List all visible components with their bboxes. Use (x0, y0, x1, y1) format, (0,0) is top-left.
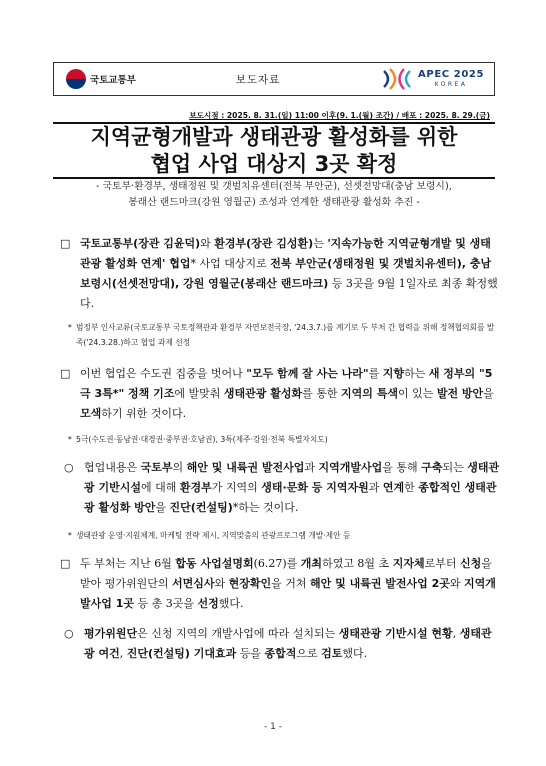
square-bullet-icon: □ (60, 367, 71, 380)
apec-subtitle: KOREA (434, 81, 468, 88)
molit-logo (66, 69, 166, 89)
paragraph-2: □ 이번 협업은 수도권 집중을 벗어나 "모두 함께 잘 사는 나라"를 지향하는 새 정부의 "5극 3특*" 정책 기조에 발맞춰 생태관광 활성화를 통한 지역의 특색이 있는 발전 방안을 모색하기 위한 것이다. (60, 364, 500, 424)
subtitle-line-1: - 국토부·환경부, 생태정원 및 갯벌치유센터(전북 부안군), 선셋전망대(충남 보령시), (96, 181, 452, 192)
ministry-name: 국토교통부 (90, 75, 136, 86)
paragraph-3: ○ 협업내용은 국토부의 해안 및 내륙권 발전사업과 지역개발사업을 통해 구축되는 생태관광 기반시설에 대해 환경부가 지역의 생태·문화 등 지역자원과 연계한 종합적인 생태관광 활성화 방안을 진단(컨설팅)*하는 것이다. (64, 458, 500, 518)
paragraph-4: □ 두 부처는 지난 6월 합동 사업설명회(6.27)를 개최하였고 8월 초 지자체로부터 신청을 받아 평가위원단의 서면심사와 현장확인을 거쳐 해안 및 내륙권 발전사업 2곳와 지역개발사업 1곳 등 총 3곳을 선정했다. (60, 554, 500, 614)
circle-bullet-icon: ○ (64, 461, 74, 474)
molit-emblem-icon (66, 69, 86, 89)
square-bullet-icon: □ (60, 237, 71, 250)
square-bullet-icon: □ (60, 557, 71, 570)
release-info: 보도시점 : 2025. 8. 31.(일) 11:00 이후(9. 1.(월) 조간) / 배포 : 2025. 8. 29.(금) (189, 111, 490, 120)
subtitle-line-2: 봉래산 랜드마크(강원 영월군) 조성과 연계한 생태관광 활성화 추진 - (128, 197, 420, 208)
title-line-1: 지역균형개발과 생태관광 활성화를 위한 (90, 125, 458, 149)
apec-logo (380, 67, 484, 91)
page-title (53, 124, 495, 178)
paragraph-1: □ 국토교통부(장관 김윤덕)와 환경부(장관 김성환)는 '지속가능한 지역균형개발 및 생태관광 활성화 연계' 협업* 사업 대상지로 전북 부안군(생태정원 및 갯벌치유센터), 충남 보령시(선셋전망대), 강원 영월군(봉래산 랜드마크) 등 3곳을 9월 1일자로 최종 확정했다. (60, 234, 500, 314)
press-header (53, 62, 495, 96)
paragraph-5: ○ 평가위원단은 신청 지역의 개발사업에 따라 설치되는 생태관광 기반시설 현황, 생태관광 여건, 진단(컨설팅) 기대효과 등을 종합적으로 검토했다. (64, 624, 500, 664)
footnote-2: * 5극(수도권·동남권·대경권·중부권·호남권), 3특(제주·강원·전북 특별자치도) (68, 435, 328, 444)
apec-title: APEC 2025 (418, 69, 484, 80)
subtitle (53, 179, 495, 211)
apec-emblem-icon (380, 67, 414, 91)
circle-bullet-icon: ○ (64, 627, 74, 640)
title-line-2: 협업 사업 대상지 3곳 확정 (150, 152, 398, 176)
footnote-1: * 범정부 인사교류(국토교통부 국토정책관과 환경부 자연보전국장, '24.3.7.)를 계기로 두 부처 간 협력을 위해 정책협의회를 발족('24.3.28.)하고 협업 과제 선정 (68, 323, 495, 347)
press-label: 보도자료 (235, 73, 281, 86)
page-number: - 1 - (264, 722, 282, 732)
footnote-3: * 생태관광 운영·지원체계, 마케팅 전략 제시, 지역맞춤의 관광프로그램 개발·제안 등 (68, 531, 351, 540)
